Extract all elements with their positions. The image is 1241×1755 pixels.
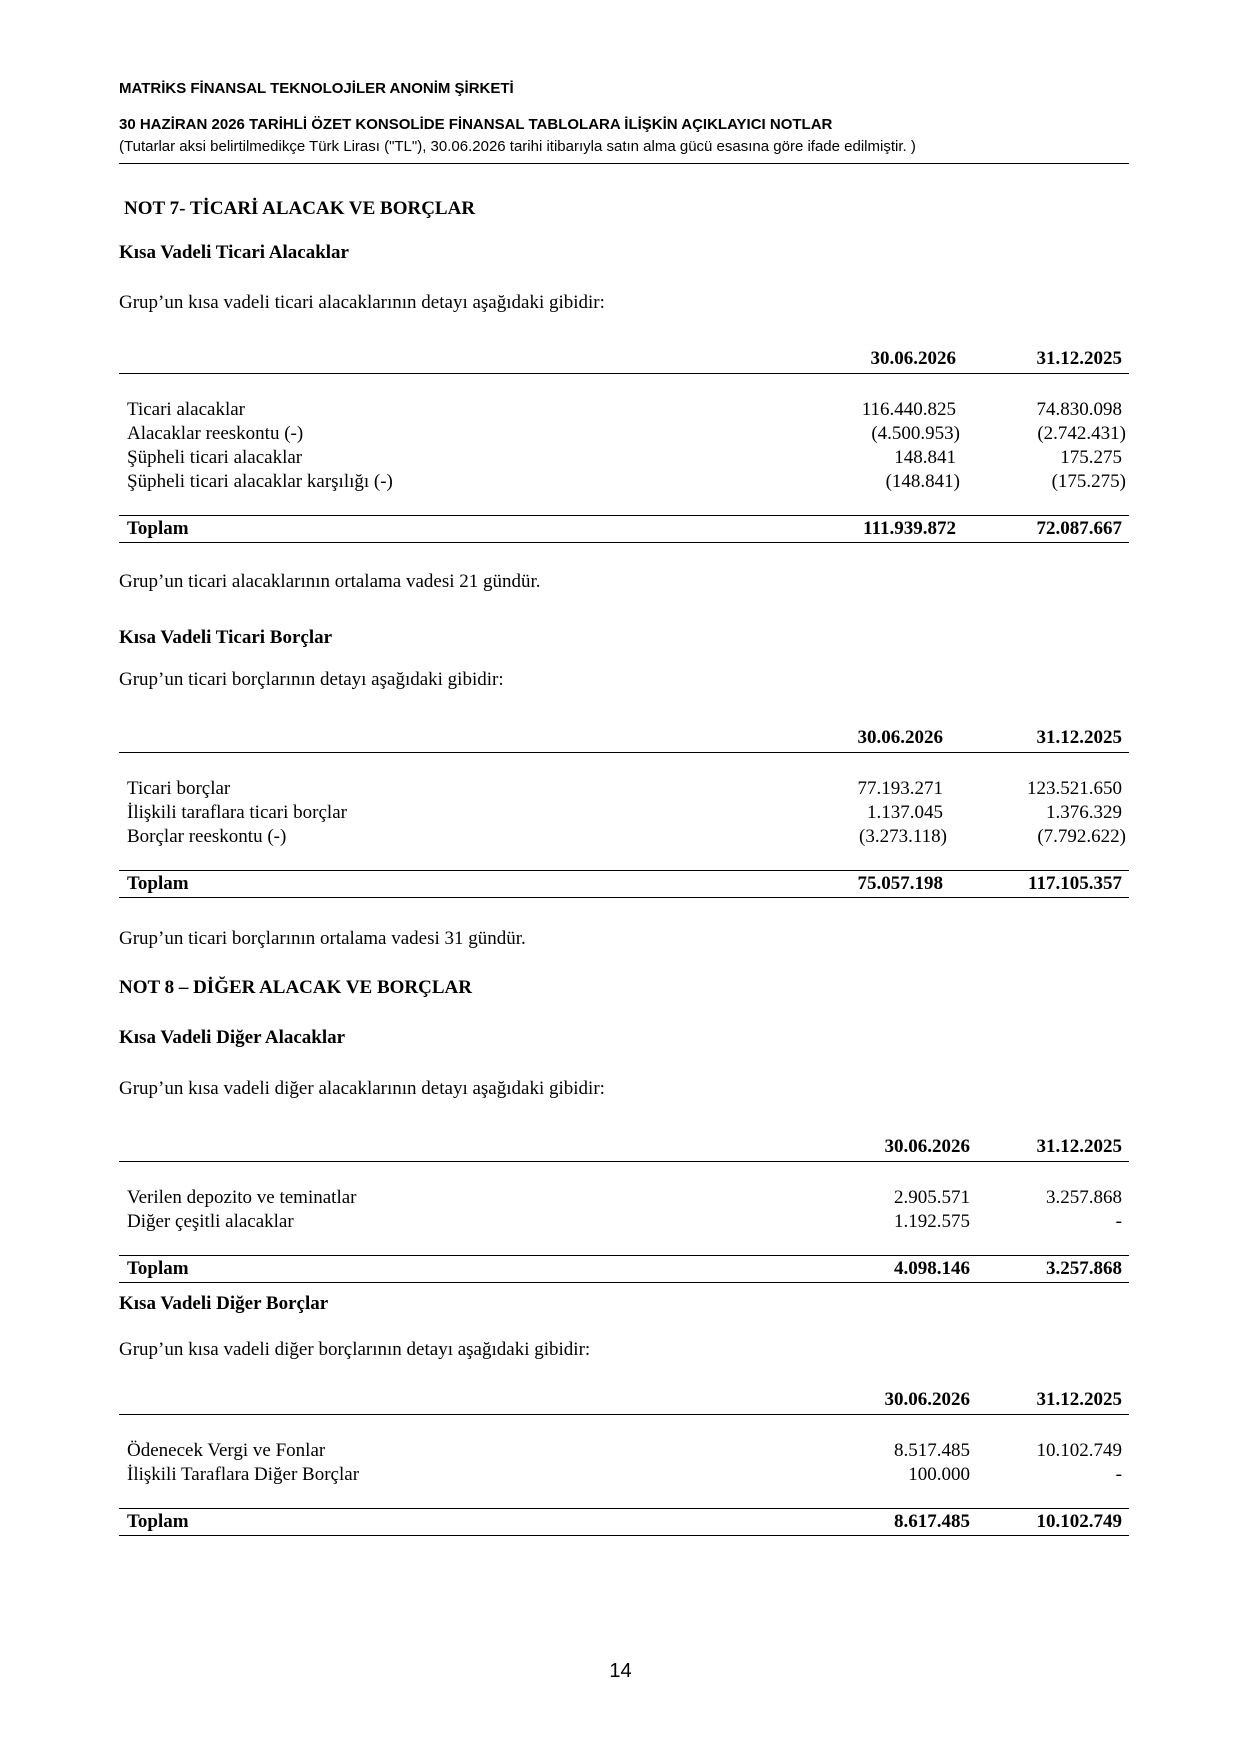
note8-receivables-heading: Kısa Vadeli Diğer Alacaklar — [119, 1027, 346, 1048]
table-header — [119, 727, 1129, 751]
total-value-2025: 117.105.357 — [1028, 873, 1122, 894]
table-row — [119, 1210, 1129, 1234]
row-label: Ödenecek Vergi ve Fonlar — [127, 1440, 326, 1461]
total-value-2026: 4.098.146 — [894, 1258, 970, 1279]
column-header-2026: 30.06.2026 — [870, 348, 956, 369]
row-value-2026: 1.192.575 — [894, 1211, 970, 1232]
row-value-2026: 116.440.825 — [861, 399, 956, 420]
note7-receivables-footnote: Grup’un ticari alacaklarının ortalama vadesi 21 gündür. — [119, 571, 541, 592]
total-value-2025: 3.257.868 — [1046, 1258, 1122, 1279]
total-value-2026: 111.939.872 — [863, 518, 956, 539]
column-header-2025: 31.12.2025 — [1036, 348, 1122, 369]
table-row — [119, 1186, 1129, 1210]
note7-title: NOT 7- TİCARİ ALACAK VE BORÇLAR — [124, 198, 476, 219]
table-row — [119, 470, 1129, 494]
table-header — [119, 1136, 1129, 1160]
total-row — [119, 1255, 1129, 1283]
note8-payables-intro: Grup’un kısa vadeli diğer borçlarının detayı aşağıdaki gibidir: — [119, 1339, 591, 1360]
other-payables-table — [119, 1389, 1129, 1536]
total-row — [119, 1508, 1129, 1536]
row-value-2025: 1.376.329 — [1046, 802, 1122, 823]
total-row — [119, 870, 1129, 898]
total-value-2026: 8.617.485 — [894, 1511, 970, 1532]
note7-payables-footnote: Grup’un ticari borçlarının ortalama vadesi 31 gündür. — [119, 928, 526, 949]
total-label: Toplam — [127, 518, 189, 539]
column-header-2026: 30.06.2026 — [857, 727, 943, 748]
row-label: Şüpheli ticari alacaklar — [127, 447, 303, 468]
table-row — [119, 446, 1129, 470]
row-value-2026: 8.517.485 — [894, 1440, 970, 1461]
page-header — [119, 80, 1129, 156]
note8-title: NOT 8 – DİĞER ALACAK VE BORÇLAR — [119, 977, 472, 998]
row-value-2026: 1.137.045 — [867, 802, 943, 823]
table-row — [119, 1439, 1129, 1463]
row-value-2026: 77.193.271 — [857, 778, 943, 799]
row-value-2025: 175.275 — [1060, 447, 1122, 468]
note7-receivables-intro: Grup’un kısa vadeli ticari alacaklarının detayı aşağıdaki gibidir: — [119, 292, 605, 313]
table-row — [119, 801, 1129, 825]
report-title: 30 HAZİRAN 2026 TARİHLİ ÖZET KONSOLİDE FİNANSAL TABLOLARA İLİŞKİN AÇIKLAYICI NOTLAR — [119, 116, 833, 133]
column-header-2025: 31.12.2025 — [1036, 1389, 1122, 1410]
total-label: Toplam — [127, 873, 189, 894]
table-row — [119, 422, 1129, 446]
row-label: Diğer çeşitli alacaklar — [127, 1211, 294, 1232]
row-value-2025: - — [1115, 1211, 1122, 1232]
total-label: Toplam — [127, 1511, 189, 1532]
report-subtitle: (Tutarlar aksi belirtilmedikçe Türk Lirası ("TL"), 30.06.2026 tarihi itibarıyla satın alma gücü esasına göre ifade edilmiştir. ) — [119, 138, 916, 155]
note8-receivables-intro: Grup’un kısa vadeli diğer alacaklarının detayı aşağıdaki gibidir: — [119, 1078, 605, 1099]
total-value-2025: 10.102.749 — [1036, 1511, 1122, 1532]
column-header-2025: 31.12.2025 — [1036, 1136, 1122, 1157]
row-value-2026: 148.841 — [894, 447, 956, 468]
total-row — [119, 515, 1129, 543]
table-header — [119, 1389, 1129, 1413]
row-value-2026: (148.841) — [885, 471, 960, 492]
table-header — [119, 348, 1129, 372]
total-value-2026: 75.057.198 — [857, 873, 943, 894]
total-value-2025: 72.087.667 — [1036, 518, 1122, 539]
page-number: 14 — [609, 1660, 632, 1682]
row-value-2025: 10.102.749 — [1036, 1440, 1122, 1461]
row-label: Verilen depozito ve teminatlar — [127, 1187, 357, 1208]
row-value-2025: (7.792.622) — [1037, 826, 1126, 847]
row-value-2026: (4.500.953) — [871, 423, 960, 444]
row-label: Alacaklar reeskontu (-) — [127, 423, 304, 444]
column-header-2025: 31.12.2025 — [1036, 727, 1122, 748]
note8-payables-heading: Kısa Vadeli Diğer Borçlar — [119, 1293, 329, 1314]
note7-payables-heading: Kısa Vadeli Ticari Borçlar — [119, 627, 333, 648]
trade-receivables-table — [119, 348, 1129, 543]
table-row — [119, 825, 1129, 849]
row-label: Şüpheli ticari alacaklar karşılığı (-) — [127, 471, 393, 492]
row-value-2025: (2.742.431) — [1037, 423, 1126, 444]
column-header-2026: 30.06.2026 — [884, 1389, 970, 1410]
column-header-2026: 30.06.2026 — [884, 1136, 970, 1157]
row-value-2025: 3.257.868 — [1046, 1187, 1122, 1208]
row-label: İlişkili taraflara ticari borçlar — [127, 802, 347, 823]
note7-payables-intro: Grup’un ticari borçlarının detayı aşağıdaki gibidir: — [119, 669, 504, 690]
table-row — [119, 1463, 1129, 1487]
row-value-2026: 2.905.571 — [894, 1187, 970, 1208]
trade-payables-table — [119, 727, 1129, 898]
row-label: Borçlar reeskontu (-) — [127, 826, 287, 847]
table-row — [119, 777, 1129, 801]
row-label: Ticari alacaklar — [127, 399, 245, 420]
other-receivables-table — [119, 1136, 1129, 1283]
row-value-2026: 100.000 — [908, 1464, 970, 1485]
row-value-2026: (3.273.118) — [859, 826, 947, 847]
row-label: İlişkili Taraflara Diğer Borçlar — [127, 1464, 360, 1485]
company-name: MATRİKS FİNANSAL TEKNOLOJİLER ANONİM ŞİRKETİ — [119, 80, 514, 97]
table-row — [119, 398, 1129, 422]
header-divider — [119, 163, 1129, 164]
row-label: Ticari borçlar — [127, 778, 231, 799]
note7-receivables-heading: Kısa Vadeli Ticari Alacaklar — [119, 242, 349, 263]
row-value-2025: 74.830.098 — [1036, 399, 1122, 420]
row-value-2025: - — [1115, 1464, 1122, 1485]
row-value-2025: (175.275) — [1051, 471, 1126, 492]
row-value-2025: 123.521.650 — [1027, 778, 1122, 799]
total-label: Toplam — [127, 1258, 189, 1279]
